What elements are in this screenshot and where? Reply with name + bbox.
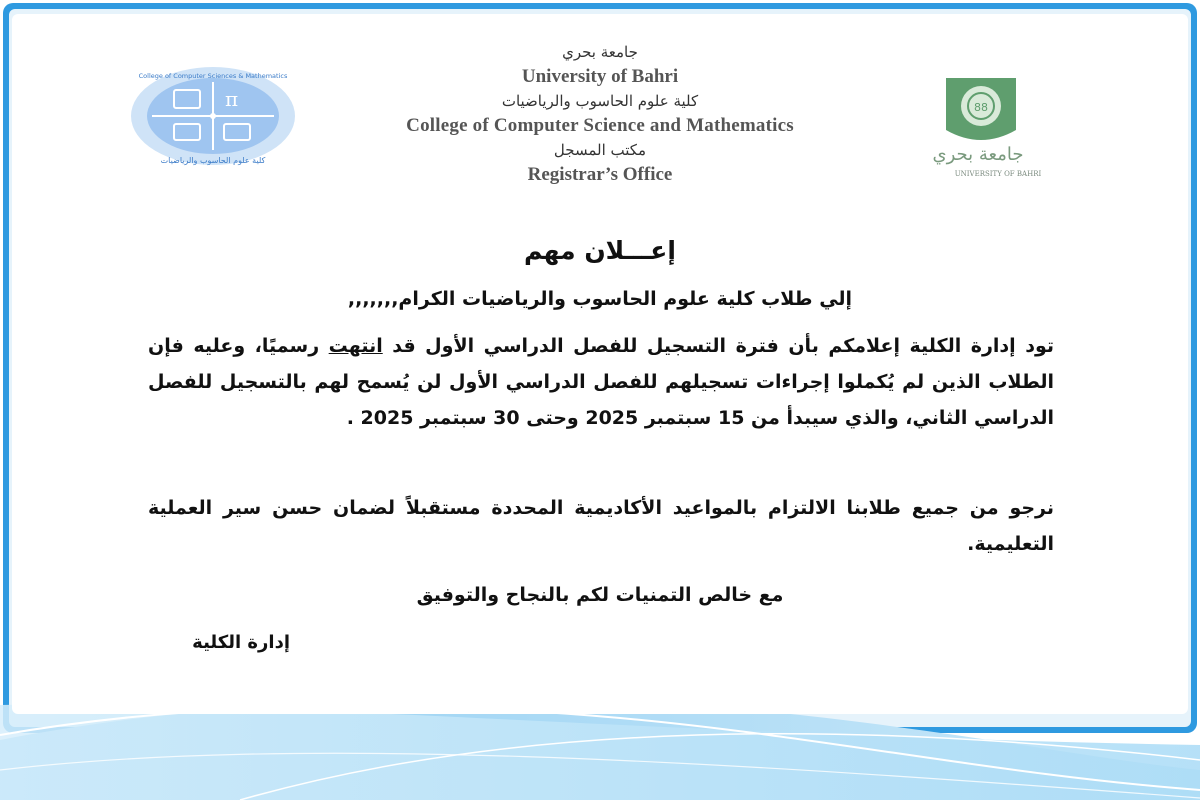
announcement-closing: مع خالص التمنيات لكم بالنجاح والتوفيق (416, 584, 784, 606)
announcement-paragraph-1 (148, 328, 1054, 436)
office-name-en: Registrar’s Office (527, 164, 673, 185)
paragraph-1-underlined-word: انتهت (328, 335, 383, 357)
announcement-paragraph-2: نرجو من جميع طلابنا الالتزام بالمواعيد الأكاديمية المحددة مستقبلاً لضمان حسن سير العملية التعليمية. (148, 497, 1054, 555)
announcement-title: إعـــلان مهم (524, 236, 676, 265)
announcement-greeting: إلي طلاب كلية علوم الحاسوب والرياضيات الكرام,,,,,,, (347, 288, 853, 310)
svg-text:88: 88 (974, 101, 988, 114)
svg-text:كلية علوم الحاسوب والرياضيات: كلية علوم الحاسوب والرياضيات (160, 156, 266, 165)
college-name-ar: كلية علوم الحاسوب والرياضيات (501, 92, 699, 110)
university-name-en: University of Bahri (521, 66, 679, 87)
svg-text:UNIVERSITY OF BAHRI: UNIVERSITY OF BAHRI (954, 170, 1042, 178)
university-name-ar: جامعة بحري (562, 43, 638, 61)
svg-text:College of Computer Sciences &: College of Computer Sciences & Mathematics (138, 72, 288, 80)
announcement-signature: إدارة الكلية (192, 632, 290, 653)
svg-text:جامعة بحري: جامعة بحري (932, 144, 1024, 165)
office-name-ar: مكتب المسجل (553, 141, 647, 159)
college-name-en: College of Computer Science and Mathematics (406, 115, 794, 136)
letterhead (0, 40, 1200, 187)
svg-text:π: π (225, 87, 239, 111)
paragraph-1-end: رسميًا، وعليه فإن الطلاب الذين لم يُكملوا إجراءات تسجيلهم للفصل الدراسي الأول لن يُسمح لهم بالتسجيل للفصل الدراسي الثاني، والذي سيبدأ من 15 سبتمبر 2025 وحتى 30 سبتمبر 2025 . (148, 335, 1054, 429)
paragraph-1-start: تود إدارة الكلية إعلامكم بأن فترة التسجيل للفصل الدراسي الأول قد (382, 335, 1054, 357)
